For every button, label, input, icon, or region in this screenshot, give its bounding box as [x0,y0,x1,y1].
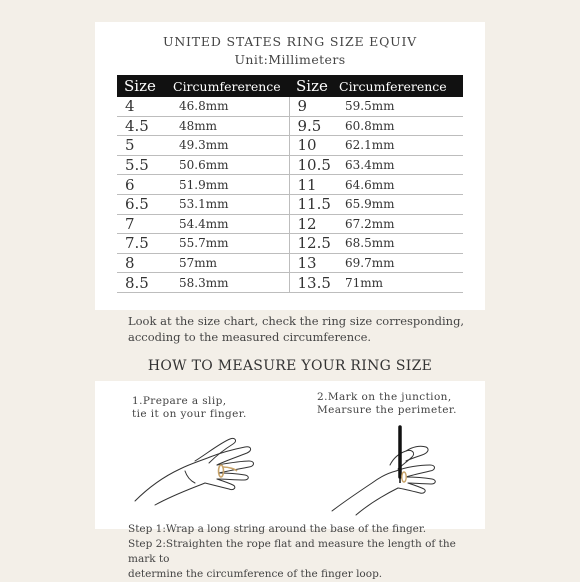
chart-title: UNITED STATES RING SIZE EQUIV [162,34,418,49]
size-cell: 10 [289,136,333,156]
table-row [117,194,463,214]
circumference-cell: 59.5mm [333,97,463,116]
size-cell: 6 [117,175,167,195]
header-circumference: Circumfererence [167,75,289,97]
size-cell: 8.5 [117,273,167,293]
size-cell: 12.5 [289,234,333,254]
size-cell: 5.5 [117,155,167,175]
circumference-cell: 68.5mm [333,234,463,254]
size-cell: 13.5 [289,273,333,293]
circumference-cell: 71mm [333,273,463,293]
size-cell: 7.5 [117,234,167,254]
circumference-cell: 48mm [167,116,289,136]
circumference-cell: 62.1mm [333,136,463,156]
circumference-cell: 58.3mm [167,273,289,293]
circumference-cell: 63.4mm [333,155,463,175]
circumference-cell: 60.8mm [333,116,463,136]
step-2-text: Step 2:Straighten the rope flat and measure the length of the mark to [128,538,456,565]
size-cell: 8 [117,253,167,273]
circumference-cell: 54.4mm [167,214,289,234]
circumference-cell: 57mm [167,253,289,273]
size-cell: 11 [289,175,333,195]
size-cell: 5 [117,136,167,156]
caption-line: Mearsure the perimeter. [317,404,457,416]
circumference-cell: 69.7mm [333,253,463,273]
circumference-cell: 46.8mm [167,97,289,116]
circumference-cell: 65.9mm [333,194,463,214]
circumference-cell: 55.7mm [167,234,289,254]
size-cell: 9.5 [289,116,333,136]
caption-step-2 [317,391,457,417]
table-row [117,155,463,175]
size-cell: 4.5 [117,116,167,136]
size-cell: 13 [289,253,333,273]
caption-line: tie it on your finger. [132,408,247,420]
hand-with-pen-icon [320,421,460,521]
size-cell: 12 [289,214,333,234]
table-row [117,214,463,234]
measure-illustration-card [95,381,485,529]
circumference-cell: 64.6mm [333,175,463,195]
table-row [117,136,463,156]
size-cell: 10.5 [289,155,333,175]
step-2-text: determine the circumference of the finger loop. [128,568,383,580]
circumference-cell: 50.6mm [167,155,289,175]
size-table [117,75,463,293]
size-chart-card [95,22,485,310]
instruction-note [128,313,488,345]
table-row [117,253,463,273]
size-cell: 9 [289,97,333,116]
table-row [117,97,463,116]
hand-with-string-icon [125,431,265,511]
how-to-title: HOW TO MEASURE YOUR RING SIZE [147,358,433,374]
step-1-text: Step 1:Wrap a long string around the base of the finger. [128,523,427,535]
note-line: accoding to the measured circumference. [128,330,372,344]
table-row [117,273,463,293]
size-cell: 4 [117,97,167,116]
circumference-cell: 53.1mm [167,194,289,214]
note-line: Look at the size chart, check the ring size corresponding, [128,314,465,328]
size-cell: 7 [117,214,167,234]
measure-steps [128,522,478,582]
header-circumference: Circumfererence [333,75,463,97]
header-size: Size [289,75,333,97]
caption-line: 2.Mark on the junction, [317,391,452,403]
circumference-cell: 51.9mm [167,175,289,195]
size-cell: 11.5 [289,194,333,214]
table-row [117,116,463,136]
table-row [117,234,463,254]
chart-unit: Unit:Millimeters [234,52,346,67]
circumference-cell: 67.2mm [333,214,463,234]
table-row [117,175,463,195]
header-size: Size [117,75,167,97]
size-cell: 6.5 [117,194,167,214]
table-header-row [117,75,463,97]
caption-step-1 [132,395,247,421]
caption-line: 1.Prepare a slip, [132,395,227,407]
circumference-cell: 49.3mm [167,136,289,156]
